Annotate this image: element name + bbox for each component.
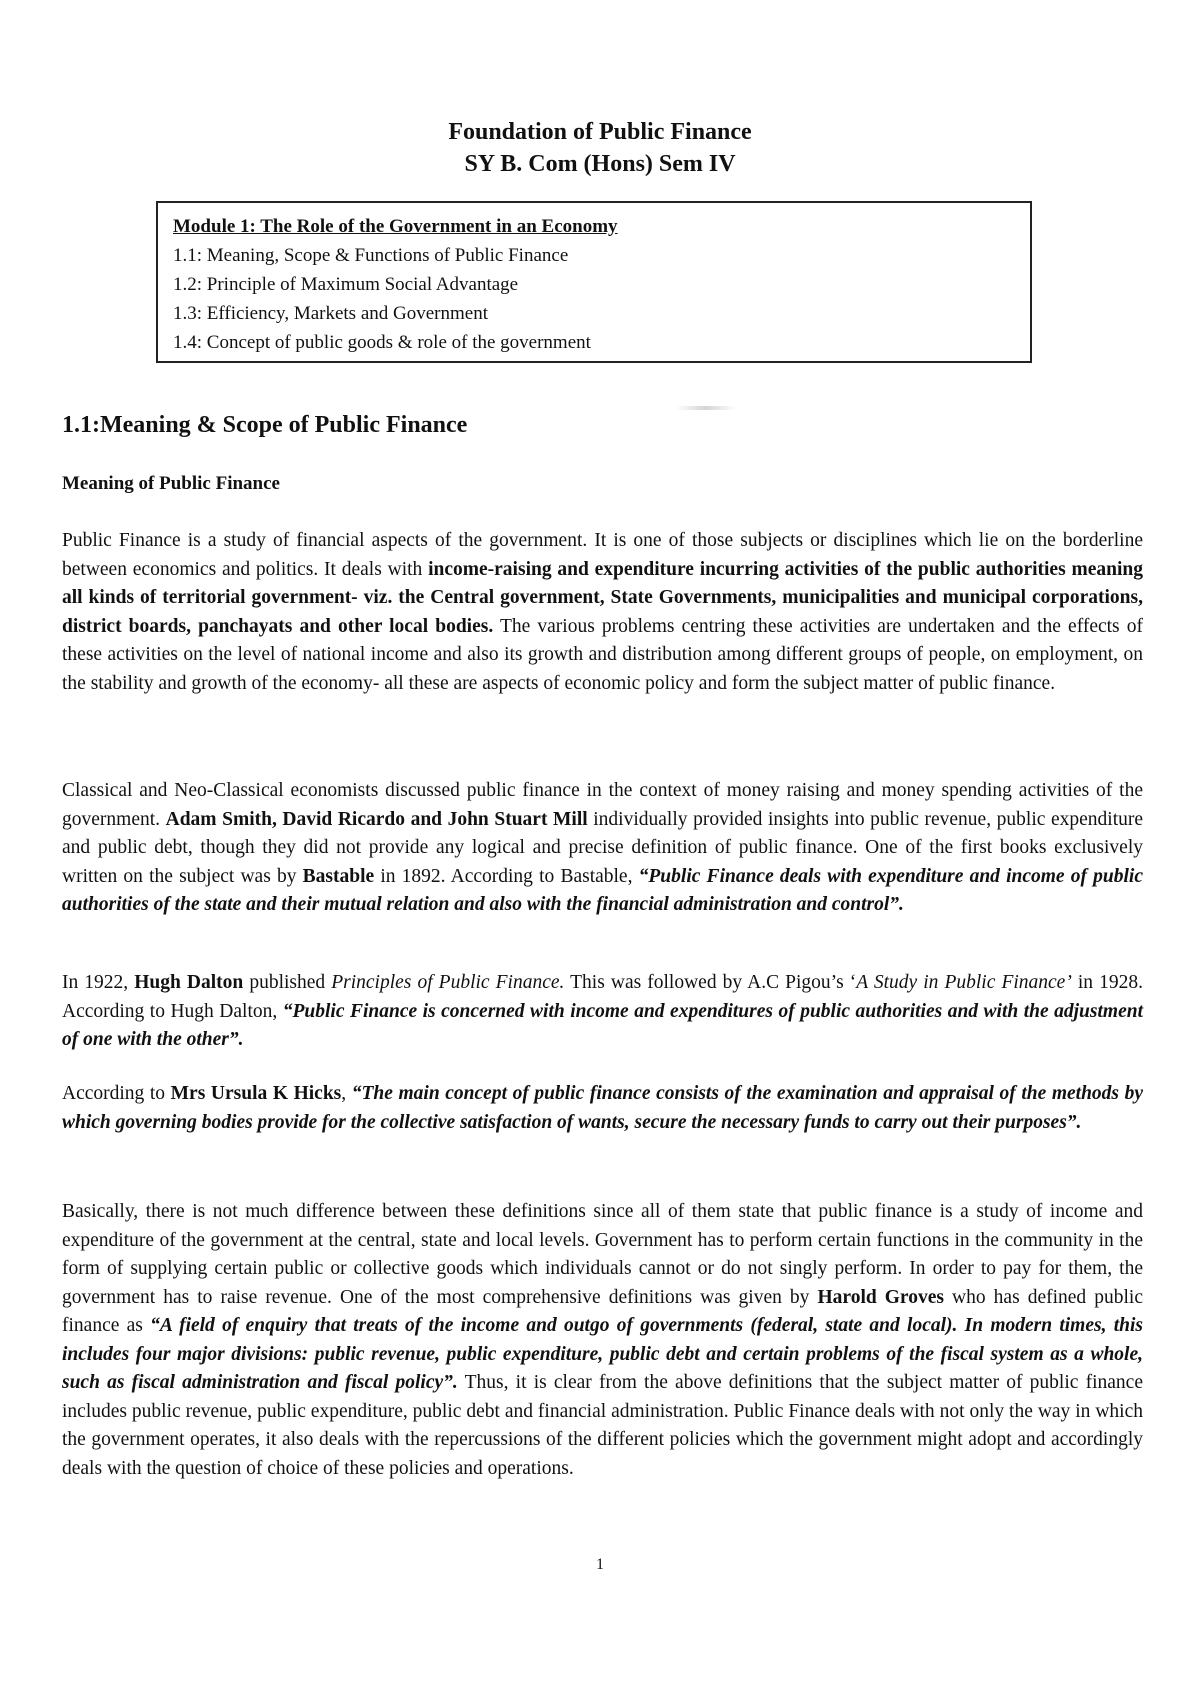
module-outline-box [156, 201, 1032, 363]
title-block [0, 116, 1200, 180]
text-run: Classical and Neo-Classical economists discussed public finance in the context of money raising and money spending activities of the government. [62, 780, 1143, 830]
text-run: Public Finance is a study of financial aspects of the government. It is one of those subjects or disciplines which lie on the borderline between economics and politics. It deals with [62, 530, 1143, 580]
module-item: 1.1: Meaning, Scope & Functions of Public Finance [173, 245, 569, 266]
text-run: The various problems centring these activities are undertaken and the effects of these activities on the level of national income and also its growth and distribution among different groups of people, on employment, on the stability and growth of the economy- all these are aspects of economic policy and form the subject matter of public finance. [62, 615, 1143, 694]
faint-mark [676, 406, 736, 410]
text-run: Basically, there is not much difference between these definitions since all of them state that public finance is a study of income and expenditure of the government at the central, state and local levels. Government has to perform certain functions in the community in the form of supplying certain public or collective goods which individuals cannot or do not singly perform. In order to pay for them, the government has to raise revenue. One of the most comprehensive definitions was given by [62, 1201, 1143, 1308]
quote-groves: “A field of enquiry that treats of the income and outgo of governments (federal, state and local). In modern times, this includes four major divisions: public revenue, public expenditure, public debt and certain problems of the fiscal system as a whole, such as fiscal administration and fiscal policy”. [62, 1315, 1143, 1393]
text-run-italic: Principles of Public Finance. [331, 972, 565, 993]
document-subtitle: SY B. Com (Hons) Sem IV [464, 151, 736, 177]
text-run-italic: A Study in Public Finance’ [856, 972, 1072, 993]
document-title: Foundation of Public Finance [448, 119, 752, 145]
text-run-bold: Bastable [302, 865, 375, 887]
paragraph-5 [62, 1198, 1143, 1483]
page-number: 1 [596, 1556, 604, 1573]
module-item: 1.3: Efficiency, Markets and Government [173, 303, 488, 324]
paragraph-3 [62, 969, 1143, 1055]
text-run-bold: income-raising and expenditure incurring activities of the public authorities meaning all kinds of territorial government- viz. the Central government, State Governments, municipalities and municipal corporations, district boards, panchayats and other local bodies. [62, 558, 1143, 637]
text-run-bold: Harold Groves [817, 1286, 944, 1308]
paragraph-4 [62, 1080, 1143, 1137]
text-run: According to [62, 1083, 171, 1104]
paragraph-1 [62, 527, 1143, 698]
text-run: published [243, 972, 332, 993]
text-run: Thus, it is clear from the above definitions that the subject matter of public finance includes public revenue, public expenditure, public debt and financial administration. Public Finance deals with not only the way in which the government operates, it also deals with the repercussions of the different policies which the government might adopt and accordingly deals with the question of choice of these policies and operations. [62, 1372, 1143, 1479]
module-item: 1.4: Concept of public goods & role of the government [173, 332, 591, 353]
quote-dalton: “Public Finance is concerned with income and expenditures of public authorities and with the adjustment of one with the other”. [62, 1000, 1143, 1050]
section-subtitle: Meaning of Public Finance [62, 473, 280, 494]
text-run-bold: Adam Smith, David Ricardo and John Stuart Mill [165, 808, 588, 830]
text-run: individually provided insights into public revenue, public expenditure and public debt, though they did not provide any logical and precise definition of public finance. One of the first books exclusively written on the subject was by [62, 808, 1144, 887]
text-run: This was followed by A.C Pigou’s ‘ [564, 972, 857, 993]
text-run-bold: Mrs Ursula K Hicks [170, 1083, 342, 1104]
text-run: , [341, 1083, 352, 1104]
text-run: who has defined public finance as [62, 1286, 1143, 1336]
quote-hicks: “The main concept of public finance consists of the examination and appraisal of the methods by which governing bodies provide for the collective satisfaction of wants, secure the necessary funds to carry out their purposes”. [62, 1083, 1143, 1133]
text-run: In 1922, [62, 972, 135, 993]
quote-bastable: “Public Finance deals with expenditure and income of public authorities of the state and their mutual relation and also with the financial administration and control”. [62, 865, 1144, 915]
text-run: in 1892. According to Bastable, [374, 865, 639, 887]
text-run: in 1928. According to Hugh Dalton, [62, 972, 1143, 1022]
paragraph-2 [62, 777, 1143, 920]
module-heading: Module 1: The Role of the Government in an Economy [173, 216, 618, 237]
text-run-bold: Hugh Dalton [134, 972, 244, 993]
module-item: 1.2: Principle of Maximum Social Advantage [173, 274, 519, 295]
section-title: 1.1:Meaning & Scope of Public Finance [62, 412, 468, 438]
